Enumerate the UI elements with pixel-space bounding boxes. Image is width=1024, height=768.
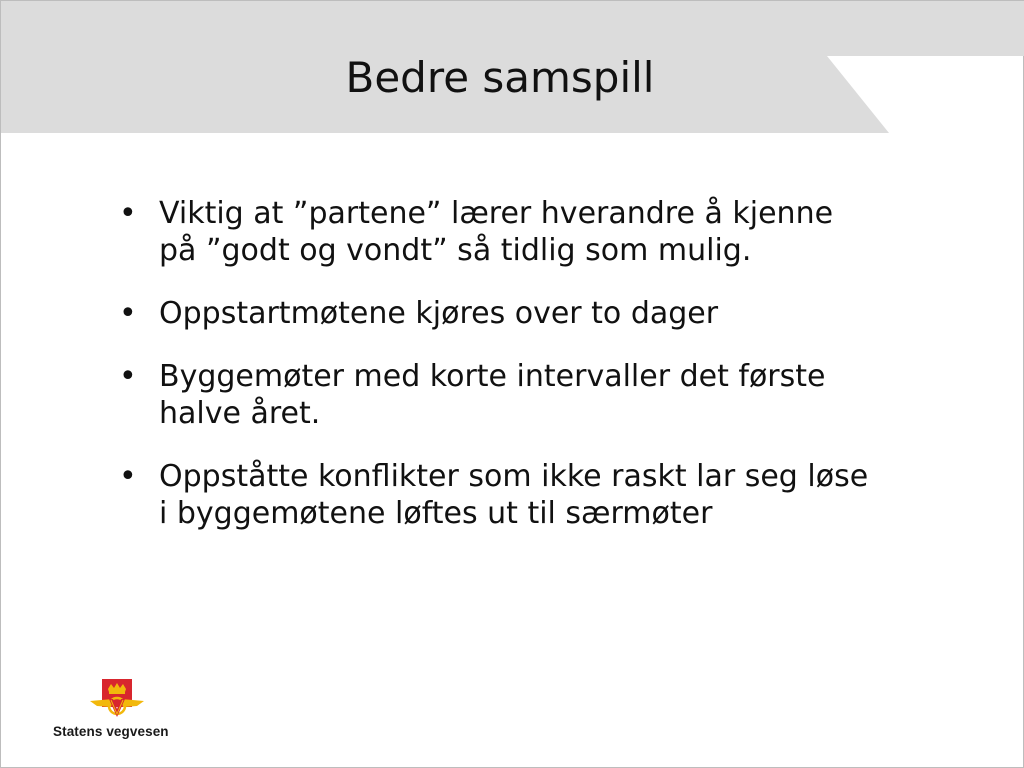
bullet-item bbox=[119, 358, 879, 432]
bullet-list bbox=[119, 195, 879, 558]
statens-vegvesen-emblem-icon bbox=[89, 679, 145, 721]
bullet-text: Byggemøter med korte intervaller det første halve året. bbox=[159, 359, 826, 431]
bullet-item bbox=[119, 295, 879, 332]
slide-title: Bedre samspill bbox=[345, 53, 655, 102]
bullet-text: Viktig at ”partene” lærer hverandre å kjenne på ”godt og vondt” så tidlig som mulig. bbox=[159, 196, 834, 268]
bullet-dot-icon: • bbox=[119, 196, 137, 231]
bullet-item bbox=[119, 458, 879, 532]
bullet-dot-icon: • bbox=[119, 296, 137, 331]
bullet-dot-icon: • bbox=[119, 459, 137, 494]
bullet-item bbox=[119, 195, 879, 269]
bullet-dot-icon: • bbox=[119, 359, 137, 394]
statens-vegvesen-logo bbox=[53, 679, 183, 743]
bullet-text: Oppstartmøtene kjøres over to dager bbox=[159, 296, 719, 331]
logo-wordmark: Statens vegvesen bbox=[53, 724, 169, 739]
bullet-text: Oppståtte konflikter som ikke raskt lar seg løse i byggemøtene løftes ut til særmøter bbox=[159, 459, 869, 531]
